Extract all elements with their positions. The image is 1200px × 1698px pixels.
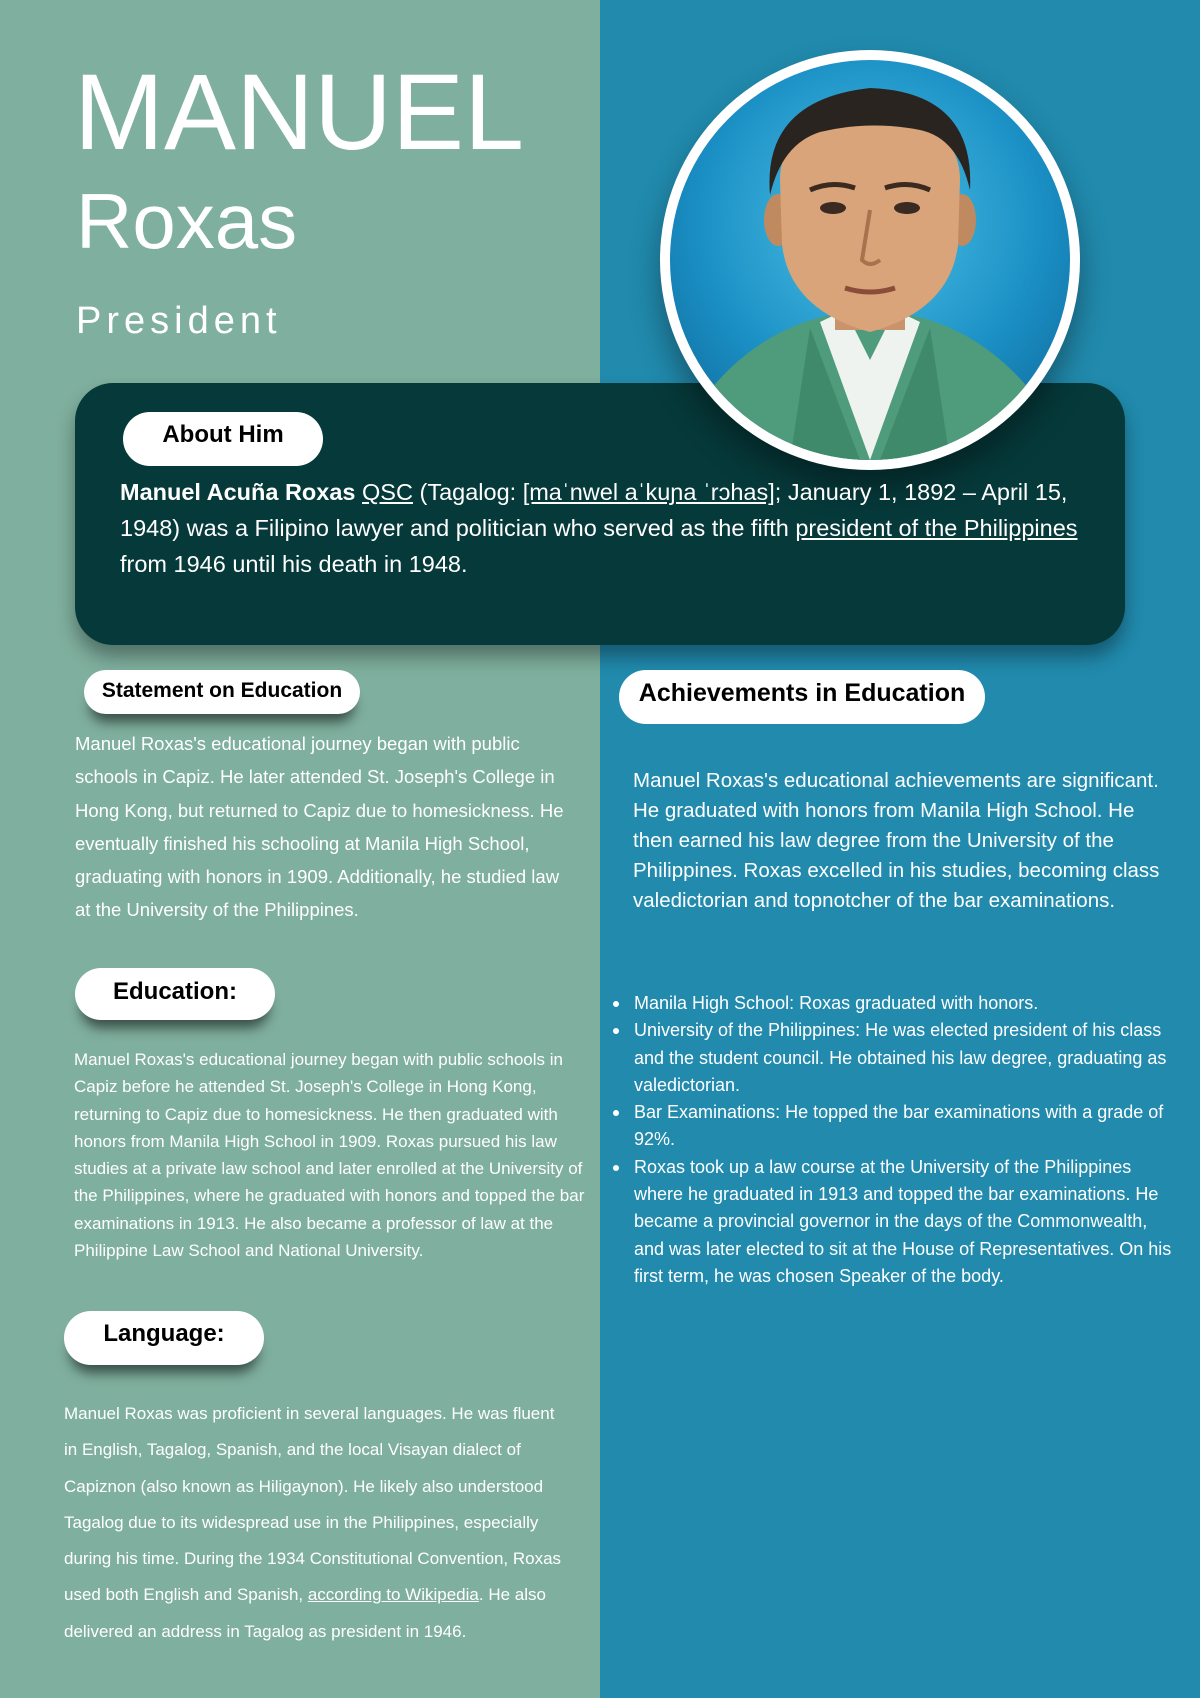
achievements-text: Manuel Roxas's educational achievements are significant. He graduated with honors from Manila High School. He then earned his law degree from the University of the Philippines. Roxas excelled in his studies, becoming class valedictorian and topnotcher of the bar examinations. xyxy=(633,769,1160,912)
language-text xyxy=(64,1396,564,1650)
role-subtitle: President xyxy=(76,300,282,342)
last-name-title: Roxas xyxy=(76,177,298,265)
language-heading: Language: xyxy=(64,1311,264,1365)
about-heading: About Him xyxy=(123,412,323,466)
about-text-part-3: from 1946 until his death in 1948. xyxy=(120,551,468,577)
list-item: Roxas took up a law course at the University of the Philippines where he graduated in 1913 and topped the bar examinations. He became a provincial governor in the days of the Commonwealth, and was later elected to sit at the House of Representatives. On his first term, he was chosen Speaker of the body. xyxy=(610,1154,1178,1290)
list-item: Manila High School: Roxas graduated with honors. xyxy=(610,990,1178,1017)
statement-on-education-text: Manuel Roxas's educational journey began with public schools in Capiz. He later attended St. Joseph's College in Hong Kong, but returned to Capiz due to homesickness. He eventually finished his schooling at Manila High School, graduating with honors in 1909. Additionally, he studied law at the University of the Philippines. xyxy=(75,733,564,921)
first-name-title: MANUEL xyxy=(74,51,525,172)
about-text-part-2: ; January 1, 1892 – April 15, 1948) was a Filipino lawyer and politician who served as the fifth xyxy=(120,479,1068,541)
achievements-list xyxy=(610,990,1178,1290)
list-item: University of the Philippines: He was elected president of his class and the student council. He obtained his law degree, graduating as valedictorian. xyxy=(610,1017,1178,1099)
portrait-illustration xyxy=(670,60,1070,460)
wikipedia-link[interactable]: according to Wikipedia xyxy=(307,1585,479,1605)
qsc-link[interactable]: QSC xyxy=(362,479,413,505)
achievements-heading: Achievements in Education xyxy=(619,670,985,724)
full-name: Manuel Acuña Roxas xyxy=(120,479,356,505)
pronunciation-link[interactable]: [maˈnwel aˈkuɲa ˈrɔhas] xyxy=(522,479,775,505)
about-text-part-1: (Tagalog: xyxy=(412,479,523,505)
list-item: Bar Examinations: He topped the bar examinations with a grade of 92%. xyxy=(610,1099,1178,1154)
statement-on-education-heading: Statement on Education xyxy=(84,670,360,714)
portrait-photo xyxy=(670,60,1070,460)
language-text-part-2: . He also delivered an address in Tagalog as president in 1946. xyxy=(64,1585,546,1641)
portrait-frame xyxy=(660,50,1080,470)
education-heading: Education: xyxy=(75,968,275,1020)
education-text: Manuel Roxas's educational journey began with public schools in Capiz before he attended St. Joseph's College in Hong Kong, returning to Capiz due to homesickness. He then graduated with honors from Manila High School in 1909. Roxas pursued his law studies at a private law school and later enrolled at the University of the Philippines, where he graduated with honors and topped the bar examinations in 1913. He also became a professor of law at the Philippine Law School and National University. xyxy=(74,1050,585,1261)
language-text-part-1: Manuel Roxas was proficient in several languages. He was fluent in English, Tagalog, Spanish, and the local Visayan dialect of Capiznon (also known as Hiligaynon). He likely also understood Tagalog due to its widespread use in the Philippines, especially during his time. During the 1934 Constitutional Convention, Roxas used both English and Spanish, xyxy=(64,1404,562,1605)
about-text xyxy=(120,474,1100,582)
president-link[interactable]: president of the Philippines xyxy=(795,515,1078,541)
